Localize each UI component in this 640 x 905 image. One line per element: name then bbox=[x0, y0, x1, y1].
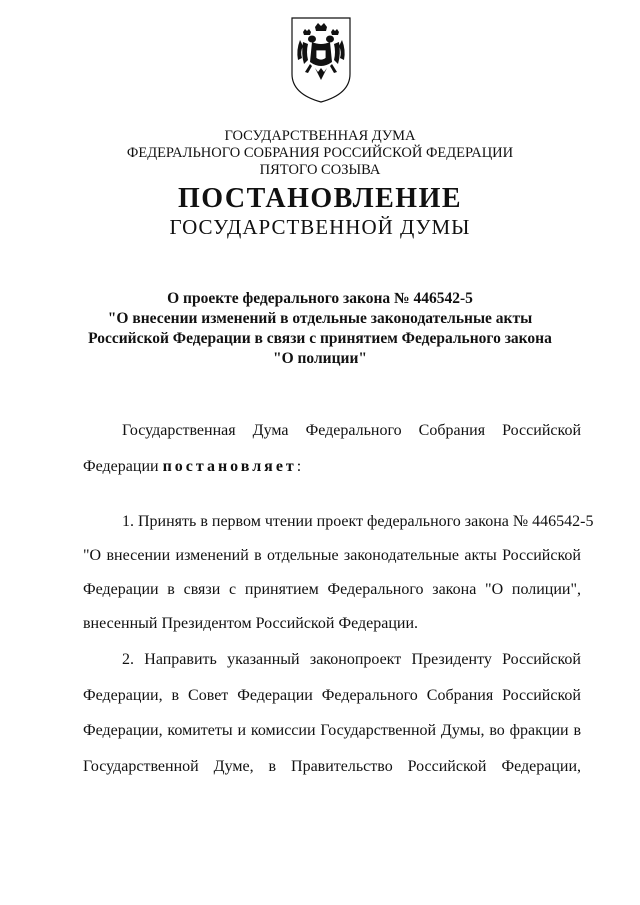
coat-of-arms-emblem bbox=[288, 14, 354, 106]
preamble-colon: : bbox=[296, 458, 302, 475]
preamble-line-2 bbox=[83, 457, 581, 477]
issuer-line-3: ПЯТОГО СОЗЫВА bbox=[259, 162, 381, 178]
issuer-line-1: ГОСУДАРСТВЕННАЯ ДУМА bbox=[224, 128, 416, 144]
paragraph-2-line-1: 2. Направить указанный законопроект Президенту Российской bbox=[122, 651, 581, 668]
paragraph-1-line-2: "О внесении изменений в отдельные законодательные акты Российской bbox=[83, 547, 581, 564]
document-subject bbox=[0, 289, 640, 369]
issuer-line-2: ФЕДЕРАЛЬНОГО СОБРАНИЯ РОССИЙСКОЙ ФЕДЕРАЦИИ bbox=[126, 145, 514, 161]
document-issuer-title: ГОСУДАРСТВЕННОЙ ДУМЫ bbox=[169, 215, 471, 239]
preamble-text: Федерации bbox=[83, 458, 163, 475]
subject-line-1: О проекте федерального закона № 446542-5 bbox=[167, 290, 473, 307]
document-type-title: ПОСТАНОВЛЕНИЕ bbox=[177, 183, 463, 214]
paragraph-1-line-3: Федерации в связи с принятием Федерального закона "О полиции", bbox=[83, 581, 581, 598]
paragraph-2-line-4: Государственной Думе, в Правительство Российской Федерации, bbox=[83, 758, 581, 775]
subject-line-4: "О полиции" bbox=[272, 350, 368, 367]
preamble-resolves: постановляет bbox=[162, 458, 297, 475]
paragraph-1-line-4: внесенный Президентом Российской Федерации. bbox=[83, 615, 419, 632]
preamble-line-1: Государственная Дума Федерального Собрания Российской bbox=[122, 422, 581, 439]
paragraph-2-line-3: Федерации, комитеты и комиссии Государственной Думы, во фракции в bbox=[83, 722, 581, 739]
subject-line-3: Российской Федерации в связи с принятием Федерального закона bbox=[88, 330, 552, 347]
subject-line-2: "О внесении изменений в отдельные законодательные акты bbox=[107, 310, 533, 327]
paragraph-2-line-2: Федерации, в Совет Федерации Федерального Собрания Российской bbox=[83, 687, 581, 704]
paragraph-1-line-1: 1. Принять в первом чтении проект федерального закона № 446542-5 bbox=[122, 513, 594, 530]
